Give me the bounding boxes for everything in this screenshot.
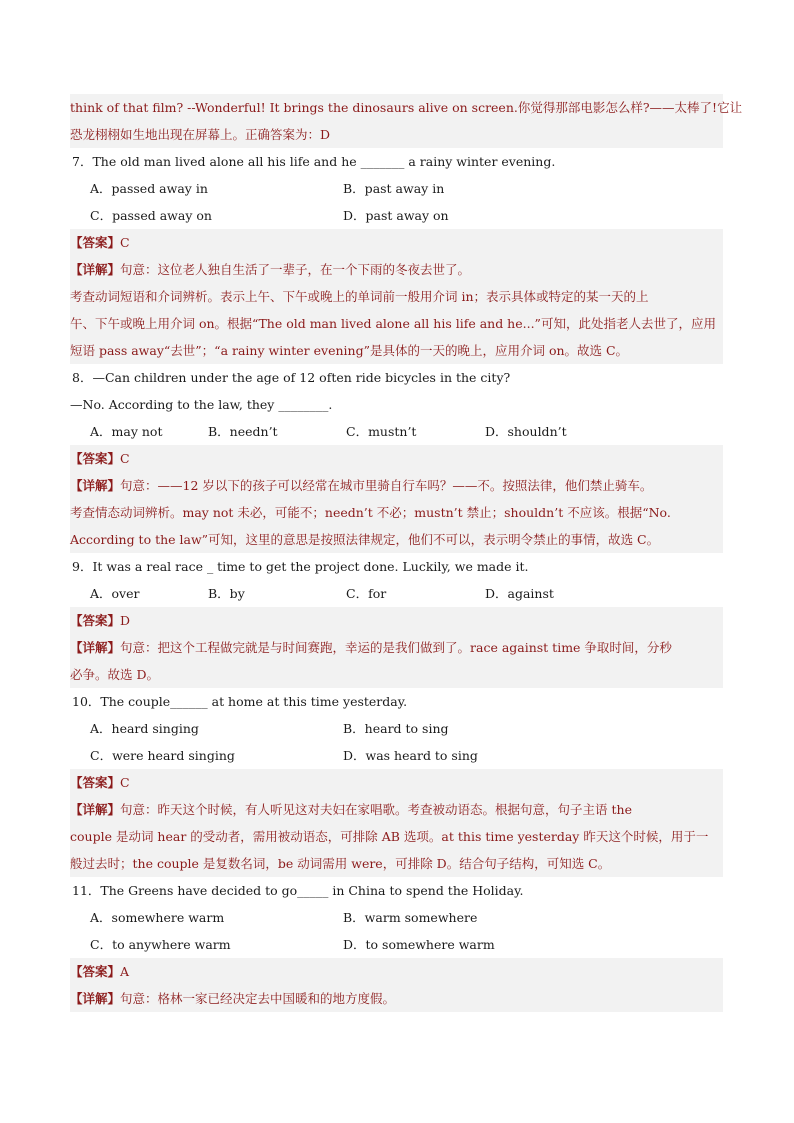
detail-tag: 【详解】 xyxy=(70,802,121,817)
q9-options-row xyxy=(70,580,723,607)
q8-stem-response: —No. According to the law, they ________. xyxy=(70,397,333,412)
q8-detail-line: 句意：——12 岁以下的孩子可以经常在城市里骑自行车吗？——不。按照法律，他们禁止骑车。 xyxy=(120,478,653,493)
q9-answer-value: D xyxy=(120,613,131,628)
q7-detail-line: 短语 pass away“去世”；“a rainy winter evening”是具体的一天的晚上，应用介词 on。故选 C。 xyxy=(70,343,629,358)
q7-detail-line: 考查动词短语和介词辨析。表示上午、下午或晚上的单词前一般用介词 in；表示具体或特定的某一天的上 xyxy=(70,289,649,304)
q9-option-b: B．by xyxy=(208,586,245,601)
q8-option-c: C．mustn’t xyxy=(346,424,417,439)
q10-option-d: D．was heard to sing xyxy=(343,748,478,763)
q10-options-row xyxy=(70,715,723,742)
q9-option-d: D．against xyxy=(485,586,554,601)
q10-option-a: A．heard singing xyxy=(90,721,199,736)
q10-options-row xyxy=(70,742,723,769)
q7-answer xyxy=(70,229,723,256)
detail-tag: 【详解】 xyxy=(70,262,121,277)
q8-detail xyxy=(70,472,723,499)
q8-answer xyxy=(70,445,723,472)
q7-answer-value: C xyxy=(120,235,130,250)
q9-answer xyxy=(70,607,723,634)
q7-detail-line: 午、下午或晚上用介词 on。根据“The old man lived alone all his life and he...”可知，此处指老人去世了，应用 xyxy=(70,316,716,331)
q10-answer-value: C xyxy=(120,775,130,790)
q8-option-b: B．needn’t xyxy=(208,424,278,439)
q10-answer-block xyxy=(70,769,723,877)
answer-tag: 【答案】 xyxy=(70,235,121,250)
answer-tag: 【答案】 xyxy=(70,964,121,979)
q8-answer-value: C xyxy=(120,451,130,466)
q7-options-row xyxy=(70,175,723,202)
q9-stem: 9．It was a real race _ time to get the project done. Luckily, we made it. xyxy=(72,559,529,574)
q7-answer-block xyxy=(70,229,723,364)
q10-detail xyxy=(70,796,723,823)
q10-detail-line: 般过去时；the couple 是复数名词，be 动词需用 were，可排除 D。结合句子结构，可知选 C。 xyxy=(70,856,611,871)
document-page xyxy=(70,94,743,1012)
q7-option-b: B．past away in xyxy=(343,181,445,196)
q6-detail-line: think of that film? --Wonderful! It brings the dinosaurs alive on screen.你觉得那部电影怎么样?——太棒了!它让 xyxy=(70,100,743,115)
q10-detail-line: 句意：昨天这个时候，有人听见这对夫妇在家唱歌。考查被动语态。根据句意，句子主语 the xyxy=(120,802,632,817)
q9-option-c: C．for xyxy=(346,586,387,601)
q6-detail-line: 恐龙栩栩如生地出现在屏幕上。正确答案为：D xyxy=(70,127,331,142)
q11-detail xyxy=(70,985,723,1012)
q7-options-row xyxy=(70,202,723,229)
q11-detail-line: 句意：格林一家已经决定去中国暖和的地方度假。 xyxy=(120,991,396,1006)
q11-options-row xyxy=(70,904,723,931)
q11-option-a: A．somewhere warm xyxy=(90,910,225,925)
q8-detail-line: According to the law”可知，这里的意思是按照法律规定，他们不可以，表示明令禁止的事情，故选 C。 xyxy=(70,532,660,547)
q11-option-b: B．warm somewhere xyxy=(343,910,478,925)
q11-option-c: C．to anywhere warm xyxy=(90,937,231,952)
q11-options-row xyxy=(70,931,723,958)
q8-answer-block xyxy=(70,445,723,553)
q8-option-a: A．may not xyxy=(90,424,163,439)
detail-tag: 【详解】 xyxy=(70,478,121,493)
q10-option-c: C．were heard singing xyxy=(90,748,235,763)
q11-answer-block xyxy=(70,958,723,1012)
q9-answer-block xyxy=(70,607,723,688)
q8-option-d: D．shouldn’t xyxy=(485,424,567,439)
q11-stem: 11．The Greens have decided to go_____ in China to spend the Holiday. xyxy=(72,883,524,898)
q10-option-b: B．heard to sing xyxy=(343,721,449,736)
q8-stem: 8．—Can children under the age of 12 often ride bicycles in the city? xyxy=(72,370,511,385)
q10-answer xyxy=(70,769,723,796)
q7-option-a: A．passed away in xyxy=(90,181,208,196)
q7-detail-line: 句意：这位老人独自生活了一辈子，在一个下雨的冬夜去世了。 xyxy=(120,262,471,277)
q7-option-d: D．past away on xyxy=(343,208,449,223)
answer-tag: 【答案】 xyxy=(70,775,121,790)
q10-detail-line: couple 是动词 hear 的受动者，需用被动语态，可排除 AB 选项。at this time yesterday 昨天这个时候，用于一 xyxy=(70,829,709,844)
q11-answer-value: A xyxy=(120,964,130,979)
q9-option-a: A．over xyxy=(90,586,140,601)
q11-option-d: D．to somewhere warm xyxy=(343,937,495,952)
detail-tag: 【详解】 xyxy=(70,991,121,1006)
answer-tag: 【答案】 xyxy=(70,451,121,466)
q7-stem: 7．The old man lived alone all his life and he _______ a rainy winter evening. xyxy=(72,154,556,169)
q8-options-row xyxy=(70,418,723,445)
q9-detail-line: 必争。故选 D。 xyxy=(70,667,159,682)
q8-detail-line: 考查情态动词辨析。may not 未必，可能不；needn’t 不必；mustn’t 禁止；shouldn’t 不应该。根据“No. xyxy=(70,505,671,520)
q7-detail xyxy=(70,256,723,283)
q9-detail xyxy=(70,634,723,661)
answer-tag: 【答案】 xyxy=(70,613,121,628)
q11-answer xyxy=(70,958,723,985)
q7-option-c: C．passed away on xyxy=(90,208,212,223)
q6-detail-block xyxy=(70,94,743,148)
q10-stem: 10．The couple______ at home at this time yesterday. xyxy=(72,694,408,709)
q9-detail-line: 句意：把这个工程做完就是与时间赛跑，幸运的是我们做到了。race against time 争取时间，分秒 xyxy=(120,640,672,655)
detail-tag: 【详解】 xyxy=(70,640,121,655)
